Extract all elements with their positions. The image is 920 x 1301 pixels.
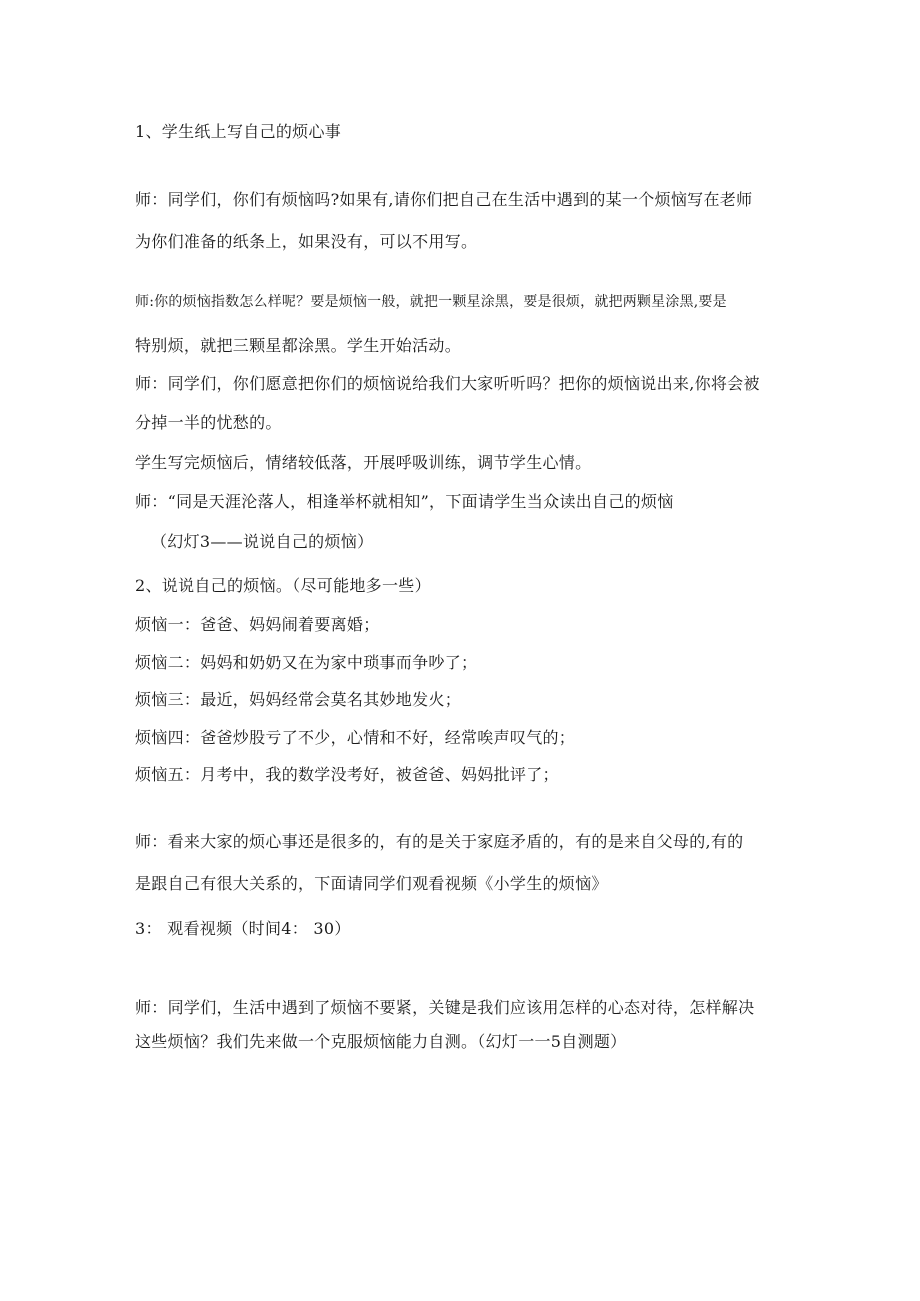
paragraph-text: 这些烦恼？我们先来做一个克服烦恼能力自测。（幻灯一一5自测题）: [135, 1032, 627, 1051]
paragraph-text: 为你们准备的纸条上，如果没有，可以不用写。: [135, 232, 478, 251]
paragraph-text: 分掉一半的忧愁的。: [135, 413, 282, 432]
paragraph-text: 师：同学们，你们有烦恼吗?如果有,请你们把自己在生活中遇到的某一个烦恼写在老师: [135, 190, 753, 209]
section-2-heading: 2、说说自己的烦恼。（尽可能地多一些）: [135, 576, 431, 595]
list-item: 烦恼二：妈妈和奶奶又在为家中琐事而争吵了；: [135, 653, 478, 672]
list-item: 烦恼五：月考中，我的数学没考好，被爸爸、妈妈批评了；: [135, 765, 559, 784]
list-item: 烦恼一：爸爸、妈妈闹着要离婚；: [135, 615, 380, 634]
section-1-heading: 1、学生纸上写自己的烦心事: [135, 122, 342, 141]
paragraph-text: 师：看来大家的烦心事还是很多的，有的是关于家庭矛盾的，有的是来自父母的,有的: [135, 832, 744, 851]
section-3-heading: 3： 观看视频（时间4： 30）: [135, 919, 351, 938]
paragraph-text: 师：同学们，你们愿意把你们的烦恼说给我们大家听听吗？把你的烦恼说出来,你将会被: [135, 374, 760, 393]
list-item: 烦恼四：爸爸炒股亏了不少，心情和不好，经常唉声叹气的；: [135, 728, 576, 747]
paragraph-text: 学生写完烦恼后，情绪较低落，开展呼吸训练，调节学生心情。: [135, 453, 592, 472]
list-item: 烦恼三：最近，妈妈经常会莫名其妙地发火；: [135, 690, 462, 709]
paragraph-text: 师：同学们，生活中遇到了烦恼不要紧，关键是我们应该用怎样的心态对待，怎样解决: [135, 998, 755, 1017]
paragraph-text: 师：“同是天涯沦落人，相逢举杯就相知”，下面请学生当众读出自己的烦恼: [135, 492, 674, 511]
paragraph-text: 师:你的烦恼指数怎么样呢？要是烦恼一般，就把一颗星涂黑，要是很烦，就把两颗星涂黑,要是: [135, 294, 727, 310]
slide-reference: （幻灯3——说说自己的烦恼）: [151, 532, 374, 551]
paragraph-text: 特别烦，就把三颗星都涂黑。学生开始活动。: [135, 336, 462, 355]
paragraph-text: 是跟自己有很大关系的，下面请同学们观看视频《小学生的烦恼》: [135, 874, 608, 893]
